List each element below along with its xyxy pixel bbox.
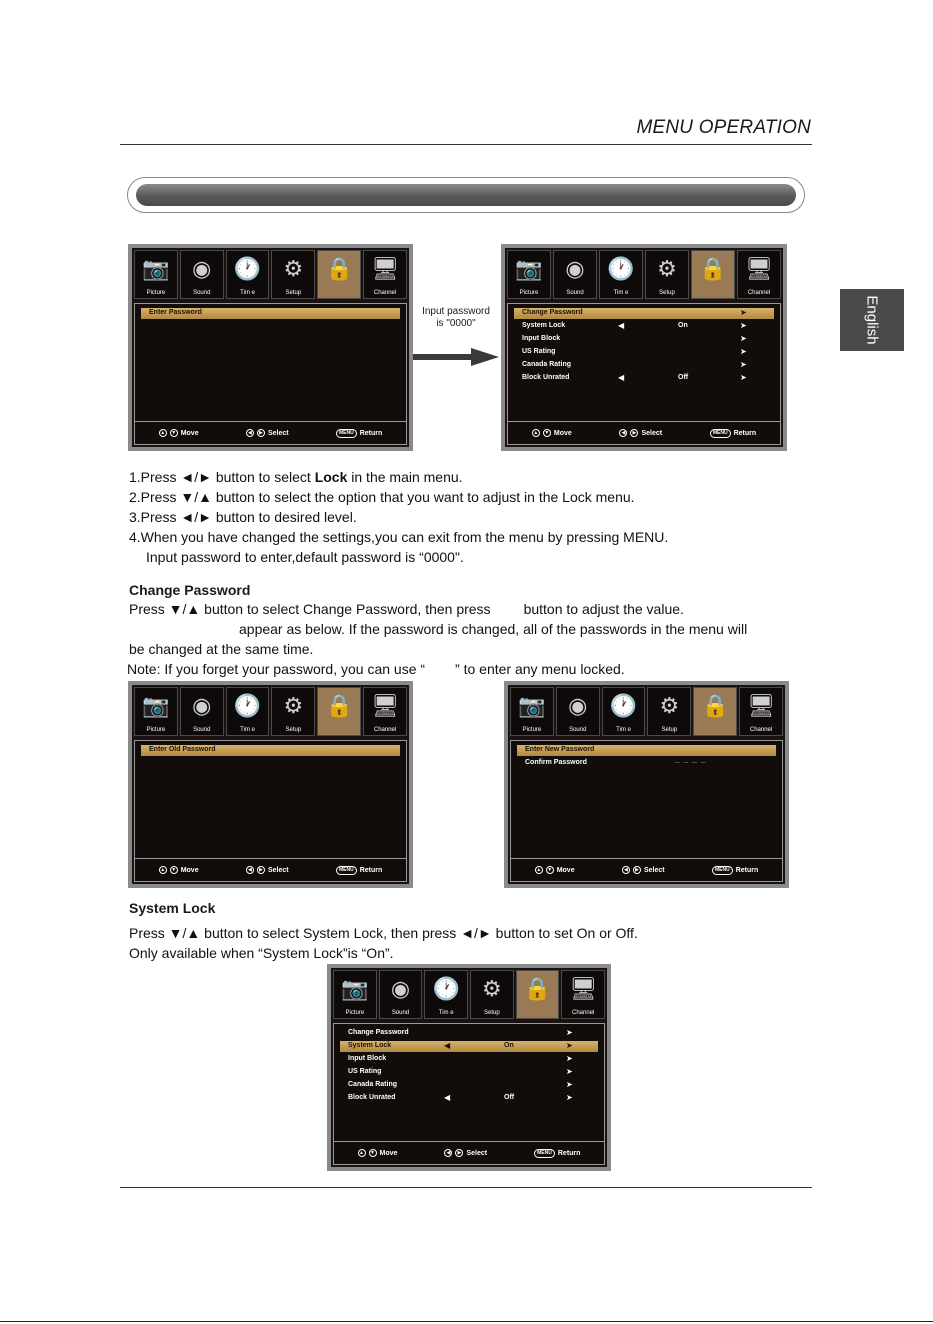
menu-tab-picture[interactable] (507, 250, 551, 299)
menu-tab-setup[interactable] (647, 687, 691, 736)
menu-tab-label: Setup (484, 1010, 500, 1016)
right-arrow-icon[interactable]: ➤ (740, 308, 747, 317)
menu-tab-time[interactable] (226, 687, 270, 736)
menu-tab-label: Setup (285, 727, 302, 733)
menu-tab-channel[interactable] (737, 250, 781, 299)
speaker-icon: ◉ (192, 693, 212, 718)
setting-value: On (504, 1042, 514, 1049)
menu-tab-label: Channel (373, 290, 397, 296)
move-hint: ▲ ▼ Move (359, 1149, 398, 1157)
speaker-icon: ◉ (192, 256, 212, 281)
menu-tab-label: Channel (749, 727, 773, 733)
gear-icon: ⚙ (481, 976, 502, 1001)
step-3: 3.Press ◄/► button to desired level. (129, 509, 357, 525)
right-icon: ▶ (455, 1149, 463, 1157)
return-hint: MENU Return (712, 866, 758, 875)
password-placeholder: _ _ _ _ (299, 741, 331, 750)
menu-tab-label: Tim e (240, 727, 255, 733)
menu-tab-lock[interactable] (516, 970, 560, 1019)
menu-tab-setup[interactable] (271, 250, 315, 299)
menu-tab-setup[interactable] (470, 970, 514, 1019)
section-banner (127, 177, 805, 213)
menu-panel (134, 303, 407, 423)
menu-key-icon: MENU (712, 866, 733, 875)
speaker-icon: ◉ (568, 693, 588, 718)
header-rule (120, 144, 812, 145)
right-arrow-icon[interactable]: ➤ (740, 321, 747, 330)
left-icon: ◀ (246, 866, 254, 874)
lock-menu-row-system-lock[interactable]: System Lock ◀ On ➤ (522, 321, 747, 330)
lock-icon: 🔒 (325, 256, 353, 281)
menu-panel (510, 740, 783, 860)
move-hint: ▲ ▼ Move (533, 429, 572, 437)
up-icon: ▲ (160, 867, 166, 873)
tv-screen-enter-password (128, 244, 413, 451)
return-hint: MENU Return (336, 866, 382, 875)
menu-tab-lock[interactable] (317, 687, 361, 736)
menu-tab-label: Picture (522, 727, 542, 733)
lock-menu-row-change-password[interactable]: Change Password ➤ (514, 308, 774, 319)
change-password-title: Change Password (129, 582, 251, 598)
right-arrow-icon[interactable]: ➤ (740, 373, 747, 382)
move-hint: ▲ ▼ Move (160, 866, 199, 874)
tv-screen-system-lock (327, 964, 611, 1171)
menu-panel (507, 303, 781, 423)
camera-icon: 📷 (518, 693, 546, 718)
right-arrow-icon[interactable]: ➤ (566, 1054, 573, 1063)
monitor-icon: 🖥 (371, 693, 400, 718)
menu-tab-label: Sound (193, 290, 211, 296)
clock-icon: 🕐 (609, 693, 638, 718)
left-arrow-icon[interactable]: ◀ (444, 1093, 451, 1102)
system-lock-title: System Lock (129, 900, 216, 916)
menu-icon-bar (134, 250, 407, 299)
right-arrow-icon[interactable]: ➤ (740, 334, 747, 343)
menu-tab-label: Setup (285, 290, 302, 296)
menu-tab-picture[interactable] (333, 970, 377, 1019)
left-arrow-icon[interactable]: ◀ (444, 1041, 451, 1050)
clock-icon: 🕐 (432, 976, 460, 1001)
gear-icon: ⚙ (659, 693, 680, 718)
menu-tab-setup[interactable] (645, 250, 689, 299)
right-icon: ▶ (633, 866, 641, 874)
menu-tab-picture[interactable] (134, 250, 178, 299)
lock-menu-row-block-unrated[interactable]: Block Unrated ◀ Off ➤ (522, 373, 747, 382)
menu-tab-time[interactable] (599, 250, 643, 299)
move-hint: ▲ ▼ Move (536, 866, 575, 874)
clock-icon: 🕐 (607, 256, 635, 281)
right-arrow-icon[interactable]: ➤ (740, 347, 747, 356)
step-1: 1.Press ◄/► button to select Lock in the main menu. (129, 469, 463, 485)
tv-screen-new-password (504, 681, 789, 888)
right-icon: ▶ (630, 429, 638, 437)
menu-tab-sound[interactable] (379, 970, 423, 1019)
up-icon: ▲ (536, 867, 542, 873)
row-enter-new-password[interactable]: Enter New Password _ _ _ _ (517, 745, 776, 756)
change-password-text: Press ▼/▲ button to select Change Password, then press button to adjust the value. appear as below. If the password is changed, all of the passwords in the menu will be changed at the same time. Note: If you forget your password, you can use “ ” to enter any menu locked. (127, 601, 748, 677)
left-arrow-icon[interactable]: ◀ (618, 321, 625, 330)
steps-block (129, 467, 809, 567)
step-4-note: Input password to enter,default password is “0000". (146, 549, 464, 565)
menu-tab-time[interactable] (602, 687, 646, 736)
menu-panel (333, 1023, 605, 1143)
select-hint: ◀ ▶ Select (622, 866, 665, 874)
menu-tab-sound[interactable] (180, 250, 224, 299)
menu-tab-sound[interactable] (180, 687, 224, 736)
menu-tab-label: Picture (345, 1010, 365, 1016)
lock-menu-row-change-password[interactable]: Change Password ➤ (348, 1028, 573, 1037)
menu-tab-label: Channel (747, 290, 771, 296)
menu-tab-channel[interactable] (363, 687, 407, 736)
menu-tab-sound[interactable] (556, 687, 600, 736)
clock-icon: 🕐 (233, 693, 262, 718)
left-icon: ◀ (622, 866, 630, 874)
menu-tab-label: Channel (373, 727, 397, 733)
menu-key-icon: MENU (534, 1149, 555, 1158)
setting-value: On (678, 322, 688, 329)
right-arrow-icon[interactable]: ➤ (566, 1067, 573, 1076)
lock-menu-row-canada-rating[interactable]: Canada Rating ➤ (348, 1080, 573, 1089)
lock-menu-row-us-rating[interactable]: US Rating ➤ (348, 1067, 573, 1076)
return-hint: MENU Return (710, 429, 756, 438)
right-arrow-icon (413, 347, 501, 367)
right-icon: ▶ (257, 866, 265, 874)
menu-icon-bar (134, 687, 407, 736)
step-2: 2.Press ▼/▲ button to select the option that you want to adjust in the Lock menu. (129, 489, 635, 505)
footer-rule (120, 1187, 812, 1188)
right-arrow-icon[interactable]: ➤ (566, 1080, 573, 1089)
tv-screen-lock-menu (501, 244, 787, 451)
footer-bar (134, 858, 407, 882)
left-arrow-icon[interactable]: ◀ (618, 373, 625, 382)
language-tab (840, 289, 904, 351)
right-arrow-icon[interactable]: ➤ (566, 1093, 573, 1102)
menu-icon-bar (507, 250, 781, 299)
page-header-title: MENU OPERATION (636, 117, 811, 138)
lock-menu-row-input-block[interactable]: Input Block ➤ (522, 334, 747, 343)
menu-tab-label: Tim e (240, 290, 255, 296)
menu-tab-lock[interactable] (317, 250, 361, 299)
move-hint: ▲ ▼ Move (160, 429, 199, 437)
menu-tab-label: Tim e (613, 290, 629, 296)
menu-tab-setup[interactable] (271, 687, 315, 736)
language-tab-label: English (863, 295, 881, 345)
page-bottom-rule (0, 1321, 933, 1322)
monitor-icon: 🖥 (747, 693, 776, 718)
lock-icon: 🔒 (523, 976, 552, 1001)
gear-icon: ⚙ (283, 693, 304, 718)
down-icon: ▼ (544, 430, 550, 436)
speaker-icon: ◉ (565, 256, 585, 281)
lock-menu-row-block-unrated[interactable]: Block Unrated ◀ Off ➤ (348, 1093, 573, 1102)
menu-tab-picture[interactable] (134, 687, 178, 736)
right-icon: ▶ (257, 429, 265, 437)
menu-tab-label: Setup (661, 727, 678, 733)
return-hint: MENU Return (534, 1149, 580, 1158)
camera-icon: 📷 (142, 693, 170, 718)
setting-value: Off (504, 1094, 515, 1101)
up-icon: ▲ (359, 1150, 364, 1156)
menu-key-icon: MENU (336, 429, 357, 438)
menu-tab-lock[interactable] (693, 687, 737, 736)
menu-tab-label: Tim e (438, 1010, 454, 1016)
left-icon: ◀ (619, 429, 627, 437)
speaker-icon: ◉ (390, 976, 411, 1001)
menu-tab-time[interactable] (424, 970, 468, 1019)
camera-icon: 📷 (341, 976, 369, 1001)
clock-icon: 🕐 (233, 256, 262, 281)
menu-tab-label: Setup (659, 290, 675, 296)
step-4: 4.When you have changed the settings,you can exit from the menu by pressing MENU. (129, 529, 669, 545)
right-arrow-icon[interactable]: ➤ (566, 1041, 573, 1050)
menu-tab-picture[interactable] (510, 687, 554, 736)
down-icon: ▼ (171, 867, 177, 873)
menu-tab-label: Picture (146, 290, 166, 296)
menu-tab-label: Picture (519, 290, 539, 296)
menu-tab-label: Channel (572, 1010, 595, 1016)
menu-panel (134, 740, 407, 860)
tv-screen-old-password (128, 681, 413, 888)
lock-menu-row-system-lock[interactable]: System Lock ◀ On ➤ (340, 1041, 598, 1052)
camera-icon: 📷 (515, 256, 543, 281)
select-hint: ◀ ▶ Select (619, 429, 662, 437)
camera-icon: 📷 (142, 256, 170, 281)
footer-bar (333, 1141, 605, 1165)
monitor-icon: 🖥 (569, 976, 598, 1001)
monitor-icon: 🖥 (745, 256, 773, 281)
menu-icon-bar (510, 687, 783, 736)
monitor-icon: 🖥 (371, 256, 400, 281)
lock-menu-row-input-block[interactable]: Input Block ➤ (348, 1054, 573, 1063)
menu-tab-time[interactable] (226, 250, 270, 299)
system-lock-text: Press ▼/▲ button to select System Lock, then press ◄/► button to set On or Off. Only available when “System Lock”is “On”. (129, 925, 638, 961)
password-placeholder: _ _ _ _ (299, 304, 331, 313)
lock-icon: 🔒 (701, 693, 729, 718)
menu-tab-channel[interactable] (363, 250, 407, 299)
footer-bar (507, 421, 781, 445)
gear-icon: ⚙ (283, 256, 304, 281)
down-icon: ▼ (370, 1150, 375, 1156)
row-enter-password[interactable]: Enter Password _ _ _ _ (141, 308, 400, 319)
footer-bar (510, 858, 783, 882)
return-hint: MENU Return (336, 429, 382, 438)
left-icon: ◀ (246, 429, 254, 437)
password-placeholder: _ _ _ _ (675, 755, 707, 764)
menu-tab-label: Picture (146, 727, 166, 733)
menu-tab-channel[interactable] (561, 970, 605, 1019)
menu-tab-label: Tim e (616, 727, 631, 733)
menu-key-icon: MENU (336, 866, 357, 875)
up-icon: ▲ (160, 430, 166, 436)
menu-icon-bar (333, 970, 605, 1019)
menu-tab-channel[interactable] (739, 687, 783, 736)
lock-icon: 🔒 (325, 693, 353, 718)
right-arrow-icon[interactable]: ➤ (566, 1028, 573, 1037)
down-icon: ▼ (547, 867, 553, 873)
up-icon: ▲ (533, 430, 539, 436)
lock-icon: 🔒 (699, 256, 727, 281)
footer-bar (134, 421, 407, 445)
row-confirm-password[interactable]: Confirm Password _ _ _ _ (525, 755, 707, 766)
menu-tab-label: Sound (193, 727, 211, 733)
menu-key-icon: MENU (710, 429, 731, 438)
menu-tab-label: Sound (566, 290, 584, 296)
menu-tab-label: Sound (391, 1010, 410, 1016)
row-enter-old-password[interactable]: Enter Old Password _ _ _ _ (141, 745, 400, 756)
lock-menu-row-us-rating[interactable]: US Rating ➤ (522, 347, 747, 356)
select-hint: ◀ ▶ Select (246, 866, 289, 874)
menu-tab-label: Sound (569, 727, 587, 733)
menu-tab-lock[interactable] (691, 250, 735, 299)
left-icon: ◀ (444, 1149, 452, 1157)
password-placeholder: _ _ _ _ (675, 741, 707, 750)
arrow-note: Input password is "0000" (422, 306, 490, 329)
gear-icon: ⚙ (657, 256, 677, 281)
menu-tab-sound[interactable] (553, 250, 597, 299)
down-icon: ▼ (171, 430, 177, 436)
select-hint: ◀ ▶ Select (444, 1149, 487, 1157)
setting-value: Off (678, 374, 689, 381)
select-hint: ◀ ▶ Select (246, 429, 289, 437)
right-arrow-icon[interactable]: ➤ (740, 360, 747, 369)
lock-menu-row-canada-rating[interactable]: Canada Rating ➤ (522, 360, 747, 369)
